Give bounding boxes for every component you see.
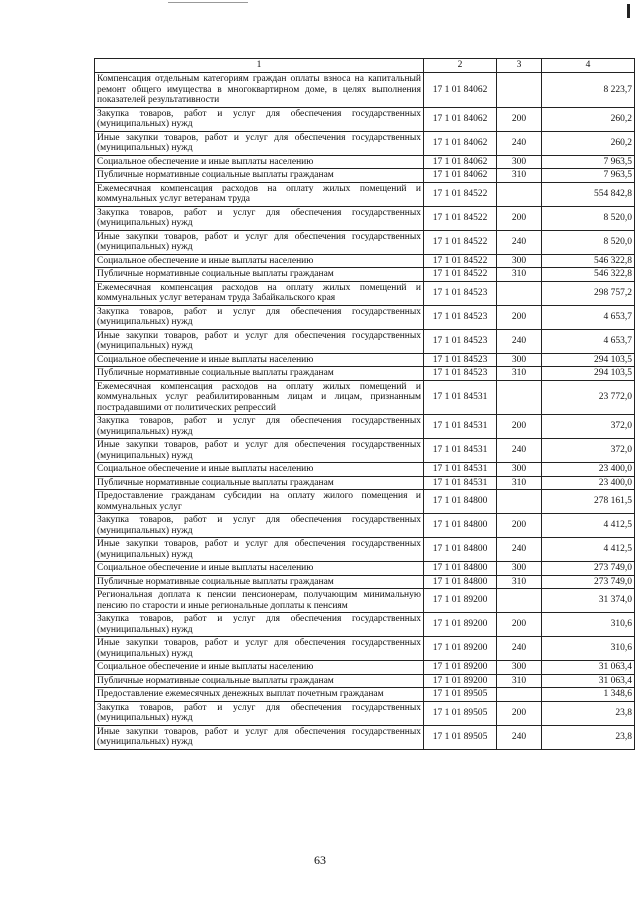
header-col-1: 1 bbox=[95, 59, 424, 73]
row-amount-cell: 8 223,7 bbox=[542, 73, 635, 108]
row-code-cell: 17 1 01 84800 bbox=[424, 538, 497, 562]
row-name-cell: Региональная доплата к пенсии пенсионерам, получающим минимальную пенсию по старости и иные региональные доплаты к пенсиям bbox=[95, 589, 424, 613]
page-number: 63 bbox=[314, 853, 326, 867]
row-type-cell: 240 bbox=[497, 230, 542, 254]
row-type-cell: 310 bbox=[497, 674, 542, 688]
row-name-cell: Публичные нормативные социальные выплаты гражданам bbox=[95, 476, 424, 490]
row-code-cell: 17 1 01 84522 bbox=[424, 254, 497, 268]
row-amount-cell: 310,6 bbox=[542, 613, 635, 637]
row-amount-cell: 273 749,0 bbox=[542, 562, 635, 576]
row-name-cell: Публичные нормативные социальные выплаты гражданам bbox=[95, 268, 424, 282]
row-name-cell: Закупка товаров, работ и услуг для обеспечения государственных (муниципальных) нужд bbox=[95, 701, 424, 725]
table-row bbox=[95, 155, 635, 169]
row-amount-cell: 23 400,0 bbox=[542, 476, 635, 490]
row-type-cell bbox=[497, 73, 542, 108]
row-name-cell: Социальное обеспечение и иные выплаты населению bbox=[95, 661, 424, 675]
row-code-cell: 17 1 01 84062 bbox=[424, 73, 497, 108]
table-row bbox=[95, 538, 635, 562]
row-amount-cell: 310,6 bbox=[542, 637, 635, 661]
row-type-cell: 240 bbox=[497, 637, 542, 661]
row-amount-cell: 260,2 bbox=[542, 131, 635, 155]
row-code-cell: 17 1 01 84522 bbox=[424, 230, 497, 254]
table-row bbox=[95, 701, 635, 725]
table-row bbox=[95, 613, 635, 637]
row-type-cell: 240 bbox=[497, 329, 542, 353]
row-name-cell: Иные закупки товаров, работ и услуг для обеспечения государственных (муниципальных) нужд bbox=[95, 637, 424, 661]
row-type-cell: 300 bbox=[497, 155, 542, 169]
row-amount-cell: 1 348,6 bbox=[542, 688, 635, 702]
row-name-cell: Публичные нормативные социальные выплаты гражданам bbox=[95, 367, 424, 381]
row-type-cell: 240 bbox=[497, 725, 542, 749]
table-row bbox=[95, 367, 635, 381]
table-row bbox=[95, 439, 635, 463]
row-name-cell: Закупка товаров, работ и услуг для обеспечения государственных (муниципальных) нужд bbox=[95, 107, 424, 131]
row-amount-cell: 260,2 bbox=[542, 107, 635, 131]
table-row bbox=[95, 463, 635, 477]
header-col-3: 3 bbox=[497, 59, 542, 73]
row-amount-cell: 8 520,0 bbox=[542, 230, 635, 254]
row-type-cell: 200 bbox=[497, 415, 542, 439]
row-amount-cell: 554 842,8 bbox=[542, 182, 635, 206]
row-amount-cell: 23 772,0 bbox=[542, 380, 635, 415]
row-amount-cell: 8 520,0 bbox=[542, 206, 635, 230]
row-type-cell: 300 bbox=[497, 353, 542, 367]
row-type-cell: 200 bbox=[497, 107, 542, 131]
row-name-cell: Иные закупки товаров, работ и услуг для обеспечения государственных (муниципальных) нужд bbox=[95, 131, 424, 155]
header-col-2: 2 bbox=[424, 59, 497, 73]
row-amount-cell: 4 653,7 bbox=[542, 305, 635, 329]
row-type-cell: 300 bbox=[497, 254, 542, 268]
row-code-cell: 17 1 01 84800 bbox=[424, 514, 497, 538]
row-code-cell: 17 1 01 89200 bbox=[424, 661, 497, 675]
row-amount-cell: 298 757,2 bbox=[542, 281, 635, 305]
table-row bbox=[95, 688, 635, 702]
table-row bbox=[95, 182, 635, 206]
row-amount-cell: 31 063,4 bbox=[542, 661, 635, 675]
row-code-cell: 17 1 01 84531 bbox=[424, 476, 497, 490]
table-row bbox=[95, 131, 635, 155]
row-name-cell: Публичные нормативные социальные выплаты гражданам bbox=[95, 575, 424, 589]
row-type-cell: 310 bbox=[497, 575, 542, 589]
row-code-cell: 17 1 01 84531 bbox=[424, 463, 497, 477]
row-amount-cell: 294 103,5 bbox=[542, 353, 635, 367]
row-code-cell: 17 1 01 84523 bbox=[424, 353, 497, 367]
row-code-cell: 17 1 01 84800 bbox=[424, 562, 497, 576]
row-amount-cell: 23 400,0 bbox=[542, 463, 635, 477]
table-row bbox=[95, 73, 635, 108]
table-row bbox=[95, 562, 635, 576]
table-row bbox=[95, 674, 635, 688]
row-name-cell: Социальное обеспечение и иные выплаты населению bbox=[95, 254, 424, 268]
table-row bbox=[95, 254, 635, 268]
row-type-cell: 310 bbox=[497, 268, 542, 282]
row-name-cell: Социальное обеспечение и иные выплаты населению bbox=[95, 353, 424, 367]
row-amount-cell: 372,0 bbox=[542, 439, 635, 463]
row-name-cell: Закупка товаров, работ и услуг для обеспечения государственных (муниципальных) нужд bbox=[95, 206, 424, 230]
row-code-cell: 17 1 01 84523 bbox=[424, 329, 497, 353]
row-amount-cell: 278 161,5 bbox=[542, 490, 635, 514]
row-type-cell: 310 bbox=[497, 476, 542, 490]
table-row bbox=[95, 476, 635, 490]
row-name-cell: Публичные нормативные социальные выплаты гражданам bbox=[95, 674, 424, 688]
table-row bbox=[95, 169, 635, 183]
table-header-row bbox=[95, 59, 635, 73]
row-name-cell: Социальное обеспечение и иные выплаты населению bbox=[95, 562, 424, 576]
row-type-cell: 300 bbox=[497, 661, 542, 675]
row-amount-cell: 31 374,0 bbox=[542, 589, 635, 613]
row-code-cell: 17 1 01 84523 bbox=[424, 281, 497, 305]
row-type-cell: 200 bbox=[497, 514, 542, 538]
row-type-cell bbox=[497, 589, 542, 613]
row-amount-cell: 31 063,4 bbox=[542, 674, 635, 688]
row-name-cell: Закупка товаров, работ и услуг для обеспечения государственных (муниципальных) нужд bbox=[95, 305, 424, 329]
row-name-cell: Ежемесячная компенсация расходов на оплату жилых помещений и коммунальных услуг ветеранам труда Забайкальского края bbox=[95, 281, 424, 305]
row-type-cell: 200 bbox=[497, 613, 542, 637]
row-code-cell: 17 1 01 89200 bbox=[424, 589, 497, 613]
row-name-cell: Иные закупки товаров, работ и услуг для обеспечения государственных (муниципальных) нужд bbox=[95, 329, 424, 353]
table-row bbox=[95, 353, 635, 367]
row-code-cell: 17 1 01 84522 bbox=[424, 206, 497, 230]
row-code-cell: 17 1 01 84062 bbox=[424, 169, 497, 183]
row-code-cell: 17 1 01 89505 bbox=[424, 701, 497, 725]
row-amount-cell: 546 322,8 bbox=[542, 254, 635, 268]
row-name-cell: Компенсация отдельным категориям граждан оплаты взноса на капитальный ремонт общего имущества в многоквартирном доме, в целях выполнения показателей результативности bbox=[95, 73, 424, 108]
scan-margin-mark bbox=[627, 4, 630, 18]
table-row bbox=[95, 305, 635, 329]
row-name-cell: Ежемесячная компенсация расходов на оплату жилых помещений и коммунальных услуг ветеранам труда bbox=[95, 182, 424, 206]
row-type-cell: 200 bbox=[497, 206, 542, 230]
table-row bbox=[95, 725, 635, 749]
row-amount-cell: 7 963,5 bbox=[542, 169, 635, 183]
row-type-cell: 310 bbox=[497, 367, 542, 381]
table-row bbox=[95, 329, 635, 353]
row-code-cell: 17 1 01 84800 bbox=[424, 490, 497, 514]
row-name-cell: Закупка товаров, работ и услуг для обеспечения государственных (муниципальных) нужд bbox=[95, 415, 424, 439]
row-name-cell: Публичные нормативные социальные выплаты гражданам bbox=[95, 169, 424, 183]
row-name-cell: Социальное обеспечение и иные выплаты населению bbox=[95, 463, 424, 477]
row-name-cell: Иные закупки товаров, работ и услуг для обеспечения государственных (муниципальных) нужд bbox=[95, 725, 424, 749]
table-row bbox=[95, 490, 635, 514]
row-type-cell: 240 bbox=[497, 439, 542, 463]
row-amount-cell: 273 749,0 bbox=[542, 575, 635, 589]
table-body bbox=[95, 59, 635, 750]
row-type-cell bbox=[497, 490, 542, 514]
row-type-cell: 310 bbox=[497, 169, 542, 183]
row-code-cell: 17 1 01 84062 bbox=[424, 155, 497, 169]
row-code-cell: 17 1 01 84062 bbox=[424, 131, 497, 155]
row-type-cell: 240 bbox=[497, 131, 542, 155]
row-name-cell: Иные закупки товаров, работ и услуг для обеспечения государственных (муниципальных) нужд bbox=[95, 538, 424, 562]
row-name-cell: Ежемесячная компенсация расходов на оплату жилых помещений и коммунальных услуг реабилитированным лицам и лицам, признанным пострадавшими от политических репрессий bbox=[95, 380, 424, 415]
row-amount-cell: 4 412,5 bbox=[542, 538, 635, 562]
row-code-cell: 17 1 01 84531 bbox=[424, 415, 497, 439]
row-type-cell: 240 bbox=[497, 538, 542, 562]
row-name-cell: Иные закупки товаров, работ и услуг для обеспечения государственных (муниципальных) нужд bbox=[95, 230, 424, 254]
row-amount-cell: 372,0 bbox=[542, 415, 635, 439]
row-code-cell: 17 1 01 89505 bbox=[424, 688, 497, 702]
table-row bbox=[95, 206, 635, 230]
table-row bbox=[95, 230, 635, 254]
row-amount-cell: 294 103,5 bbox=[542, 367, 635, 381]
row-amount-cell: 23,8 bbox=[542, 725, 635, 749]
table-row bbox=[95, 281, 635, 305]
row-code-cell: 17 1 01 84522 bbox=[424, 268, 497, 282]
row-name-cell: Закупка товаров, работ и услуг для обеспечения государственных (муниципальных) нужд bbox=[95, 514, 424, 538]
row-code-cell: 17 1 01 89200 bbox=[424, 637, 497, 661]
table-row bbox=[95, 415, 635, 439]
row-amount-cell: 7 963,5 bbox=[542, 155, 635, 169]
row-amount-cell: 546 322,8 bbox=[542, 268, 635, 282]
table-row bbox=[95, 268, 635, 282]
row-code-cell: 17 1 01 84800 bbox=[424, 575, 497, 589]
table-row bbox=[95, 589, 635, 613]
row-amount-cell: 23,8 bbox=[542, 701, 635, 725]
row-name-cell: Закупка товаров, работ и услуг для обеспечения государственных (муниципальных) нужд bbox=[95, 613, 424, 637]
row-name-cell: Иные закупки товаров, работ и услуг для обеспечения государственных (муниципальных) нужд bbox=[95, 439, 424, 463]
table-row bbox=[95, 380, 635, 415]
row-code-cell: 17 1 01 84523 bbox=[424, 305, 497, 329]
budget-table bbox=[94, 58, 635, 750]
row-type-cell bbox=[497, 380, 542, 415]
table-row bbox=[95, 637, 635, 661]
row-code-cell: 17 1 01 84522 bbox=[424, 182, 497, 206]
row-type-cell: 200 bbox=[497, 305, 542, 329]
table-row bbox=[95, 575, 635, 589]
row-code-cell: 17 1 01 84062 bbox=[424, 107, 497, 131]
row-type-cell bbox=[497, 182, 542, 206]
row-code-cell: 17 1 01 89200 bbox=[424, 613, 497, 637]
table-row bbox=[95, 514, 635, 538]
row-amount-cell: 4 653,7 bbox=[542, 329, 635, 353]
row-name-cell: Социальное обеспечение и иные выплаты населению bbox=[95, 155, 424, 169]
row-code-cell: 17 1 01 84523 bbox=[424, 367, 497, 381]
row-code-cell: 17 1 01 89505 bbox=[424, 725, 497, 749]
row-type-cell: 300 bbox=[497, 562, 542, 576]
row-amount-cell: 4 412,5 bbox=[542, 514, 635, 538]
scan-edge-line bbox=[168, 2, 248, 3]
row-code-cell: 17 1 01 89200 bbox=[424, 674, 497, 688]
row-type-cell bbox=[497, 281, 542, 305]
row-name-cell: Предоставление ежемесячных денежных выплат почетным гражданам bbox=[95, 688, 424, 702]
row-type-cell: 200 bbox=[497, 701, 542, 725]
row-type-cell: 300 bbox=[497, 463, 542, 477]
row-type-cell bbox=[497, 688, 542, 702]
row-name-cell: Предоставление гражданам субсидии на оплату жилого помещения и коммунальных услуг bbox=[95, 490, 424, 514]
row-code-cell: 17 1 01 84531 bbox=[424, 380, 497, 415]
row-code-cell: 17 1 01 84531 bbox=[424, 439, 497, 463]
table-row bbox=[95, 107, 635, 131]
header-col-4: 4 bbox=[542, 59, 635, 73]
table-row bbox=[95, 661, 635, 675]
